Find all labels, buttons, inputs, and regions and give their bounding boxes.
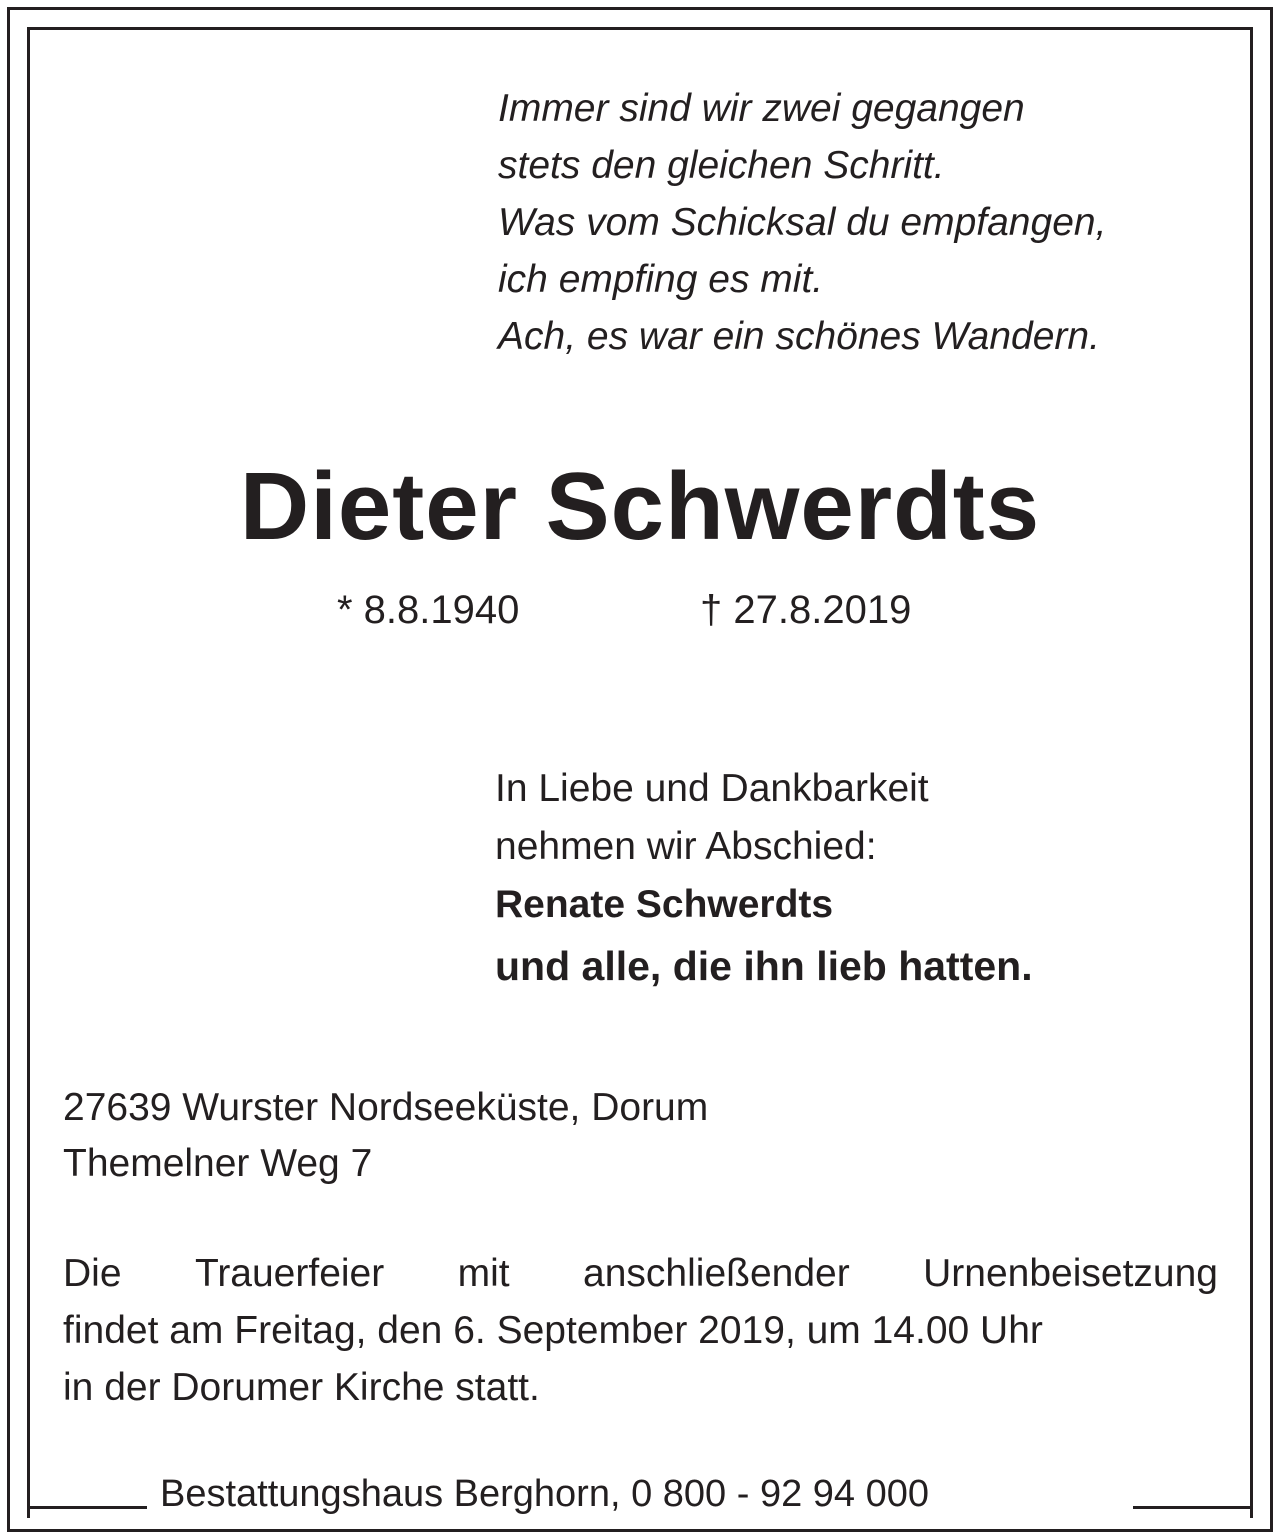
service-word: Urnenbeisetzung [923,1252,1218,1295]
service-word: Die [63,1252,122,1295]
mourners-block [495,760,1033,998]
mourners-closing: und alle, die ihn lieb hatten. [495,943,1033,989]
address-city: 27639 Wurster Nordseeküste, Dorum [63,1086,709,1129]
birth-date: * 8.8.1940 [337,588,520,632]
poem-line: Immer sind wir zwei gegangen [498,87,1025,130]
poem-line: ich empfing es mit. [498,258,824,301]
frame-bottom-rule-left [27,1506,147,1509]
service-line: in der Dorumer Kirche statt. [63,1366,540,1409]
service-word: mit [457,1252,510,1295]
funeral-home-footer: Bestattungshaus Berghorn, 0 800 - 92 94 000 [160,1473,929,1515]
poem-line: Was vom Schicksal du empfangen, [498,201,1107,244]
address-block [63,1080,708,1192]
address-street: Themelner Weg 7 [63,1142,373,1185]
service-word: Trauerfeier [194,1252,385,1295]
mourners-line: In Liebe und Dankbarkeit [495,767,929,810]
frame-bottom-rule-right [1133,1506,1253,1509]
service-line-justified [63,1245,1218,1302]
service-line: findet am Freitag, den 6. September 2019, um 14.00 Uhr [63,1309,1043,1352]
poem [498,80,1106,365]
mourner-name: Renate Schwerdts [495,883,834,926]
poem-line: Ach, es war ein schönes Wandern. [498,315,1100,358]
death-date: † 27.8.2019 [700,588,912,632]
service-word: anschließender [583,1252,850,1295]
service-notice [63,1245,1218,1416]
mourners-line: nehmen wir Abschied: [495,825,877,868]
poem-line: stets den gleichen Schritt. [498,144,945,187]
deceased-name: Dieter Schwerdts [239,453,1041,560]
